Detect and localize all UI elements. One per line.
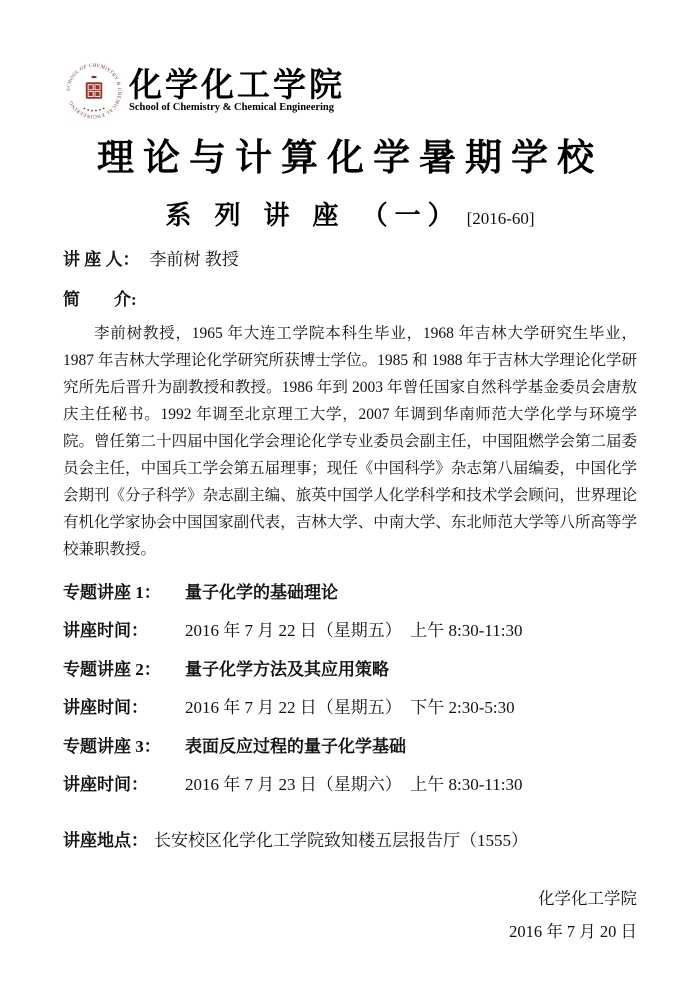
logo-school-name-en: School of Chemistry & Chemical Engineering (129, 102, 335, 113)
lecture-2-topic-row (63, 659, 637, 681)
lecture-2-time-label: 讲座时间： (63, 698, 148, 717)
signature-org: 化学化工学院 (538, 889, 637, 908)
lecture-1-time-label: 讲座时间： (63, 621, 148, 640)
lecture-2-time: 2016 年 7 月 22 日（星期五） 下午 2:30-5:30 (185, 698, 515, 717)
speaker-label: 讲 座 人： (63, 250, 140, 269)
lecture-2-topic: 量子化学方法及其应用策略 (185, 660, 389, 680)
speaker-name: 李前树 教授 (149, 250, 239, 269)
venue-row (63, 830, 637, 852)
logo-text-block (129, 65, 345, 114)
page-title: 理论与计算化学暑期学校 (97, 135, 603, 179)
lecture-3-time-label: 讲座时间： (63, 775, 148, 794)
lecture-3-topic-label: 专题讲座 3： (63, 737, 161, 756)
lecture-3-topic-row (63, 736, 637, 758)
school-seal-icon (63, 60, 125, 122)
intro-label: 简 介: (63, 290, 137, 309)
lecture-3-topic: 表面反应过程的量子化学基础 (185, 737, 406, 757)
signature-block (63, 888, 637, 943)
lecture-3-time: 2016 年 7 月 23 日（星期六） 上午 8:30-11:30 (185, 775, 523, 794)
speaker-row (63, 249, 637, 271)
lecture-1-topic-label: 专题讲座 1： (63, 583, 161, 602)
speaker-biography: 李前树教授，1965 年大连工学院本科生毕业，1968 年吉林大学研究生毕业，1987 年吉林大学理论化学研究所获博士学位。1985 和 1988 年于吉林大学理论化学研究所先后晋升为副教授和教授。1986 年到 2003 年曾任国家自然科学基金委员会唐敖庆主任秘书。1992 年调至北京理工大学，2007 年调到华南师范大学化学与环境学院。曾任第二十四届中国化学会理论化学专业委员会副主任，中国阻燃学会第二届委员会主任，中国兵工学会第五届理事；现任《中国科学》杂志第八届编委，中国化学会期刊《分子科学》杂志副主编、旅英中国学人化学科学和技术学会顾问，世界理论有机化学家协会中国国家副代表，吉林大学、中南大学、东北师范大学等八所高等学校兼职教授。 (63, 325, 637, 558)
lecture-1-time-row (63, 620, 637, 642)
seal-ring-text: SCHOOL OF CHEMISTRY & CHEMICAL ENGINEERING (66, 63, 122, 119)
intro-label-row (63, 289, 637, 311)
venue-label: 讲座地点： (63, 831, 148, 850)
lecture-list (63, 582, 637, 796)
lecture-1-topic-row (63, 582, 637, 604)
lecture-2-topic-label: 专题讲座 2： (63, 660, 161, 679)
subtitle-series-text: 系 列 讲 座 （一） (165, 201, 461, 231)
venue-value: 长安校区化学化工学院致知楼五层报告厅（1555） (154, 831, 528, 850)
lecture-3-time-row (63, 774, 637, 796)
signature-date: 2016 年 7 月 20 日 (509, 922, 637, 941)
school-logo (63, 60, 637, 122)
subtitle-series-code: [2016-60] (466, 209, 535, 228)
lecture-1-time: 2016 年 7 月 22 日（星期五） 上午 8:30-11:30 (185, 621, 523, 640)
logo-school-name-cn: 化学化工学院 (129, 65, 345, 104)
lecture-2-time-row (63, 697, 637, 719)
subtitle (63, 195, 637, 232)
lecture-1-topic: 量子化学的基础理论 (185, 583, 338, 603)
